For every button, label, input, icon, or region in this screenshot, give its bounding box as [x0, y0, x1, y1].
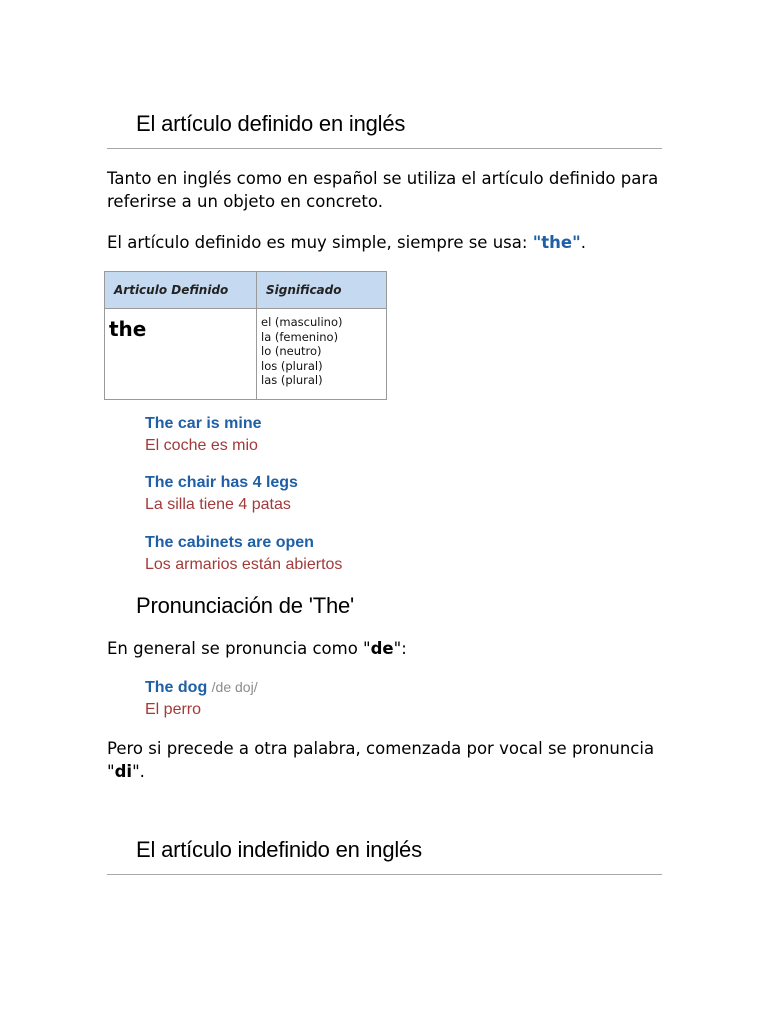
- heading-indefinite-article: El artículo indefinido en inglés: [136, 837, 422, 862]
- example-english: The cabinets are open: [145, 534, 314, 551]
- simple-usage-paragraph: [107, 231, 677, 254]
- meaning-item: lo (neutro): [261, 344, 322, 359]
- meaning-item: la (femenino): [261, 329, 339, 344]
- the-highlight: "the": [532, 233, 581, 252]
- example-english: The car is mine: [145, 415, 262, 432]
- meaning-item: las (plural): [261, 373, 323, 388]
- heading-rule: [107, 874, 662, 875]
- simple-usage-text: El artículo definido es muy simple, siempre se usa:: [107, 233, 533, 252]
- example-english: The chair has 4 legs: [145, 474, 298, 491]
- table-header-meaning: Significado: [257, 272, 387, 309]
- example-phonetic: /de doj/: [211, 679, 258, 695]
- table-header-row: [105, 272, 387, 309]
- example-block: [145, 413, 262, 456]
- example-spanish: Los armarios están abiertos: [145, 555, 343, 573]
- intro-paragraph: Tanto en inglés como en español se utiliza el artículo definido para referirse a un objeto en concreto.: [107, 169, 659, 211]
- example-english: [145, 677, 258, 699]
- vowel-bold: di: [114, 762, 133, 781]
- example-spanish: El perro: [145, 700, 202, 718]
- pronunciation-paragraph: [107, 637, 677, 660]
- example-block: [145, 677, 258, 720]
- example-block: [145, 472, 298, 515]
- example-english-text: The dog: [145, 679, 208, 696]
- table-cell-word: the: [105, 309, 257, 400]
- table-row: [105, 309, 387, 400]
- example-spanish: La silla tiene 4 patas: [145, 495, 291, 513]
- definite-article-table: [104, 271, 387, 400]
- example-block: [145, 532, 342, 575]
- table-header-article: Articulo Definido: [105, 272, 257, 309]
- vowel-pronunciation-paragraph: [107, 737, 677, 783]
- vowel-end: ".: [132, 762, 145, 781]
- example-spanish: El coche es mio: [145, 436, 258, 454]
- heading-pronunciation: Pronunciación de 'The': [136, 593, 355, 618]
- heading-rule: [107, 148, 662, 149]
- pronunciation-end: ":: [393, 639, 407, 658]
- vowel-text: Pero si precede a otra palabra, comenzada por vocal se pronuncia ": [107, 739, 655, 781]
- heading-definite-article: El artículo definido en inglés: [136, 111, 406, 136]
- simple-usage-end: .: [580, 233, 586, 252]
- pronunciation-bold: de: [370, 639, 394, 658]
- meaning-item: los (plural): [261, 358, 323, 373]
- table-cell-meanings: [257, 309, 387, 400]
- pronunciation-text: En general se pronuncia como ": [107, 639, 371, 658]
- meaning-item: el (masculino): [261, 315, 343, 329]
